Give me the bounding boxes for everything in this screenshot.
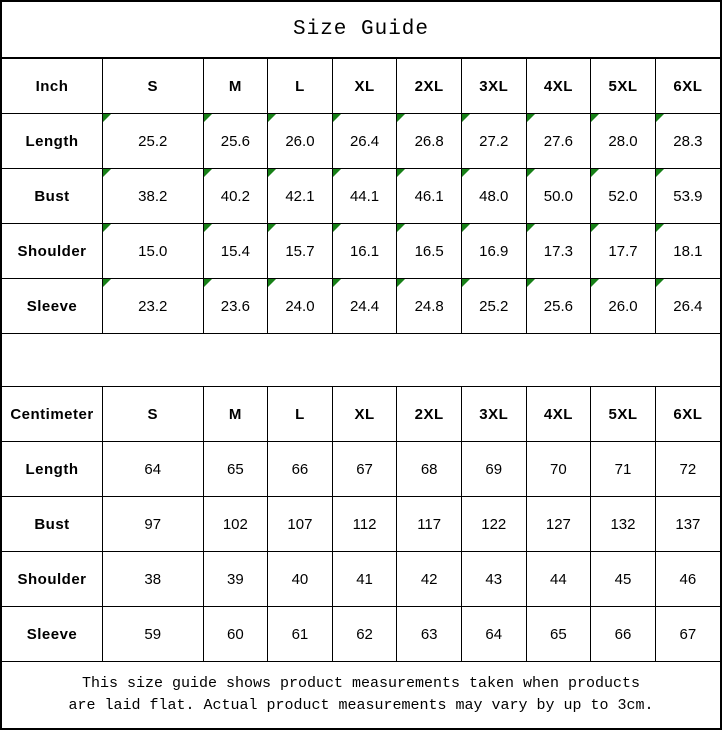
size-header-cell: 6XL <box>655 59 720 114</box>
cell-corner-marker-icon <box>462 279 470 287</box>
size-header-cell: M <box>203 387 268 442</box>
measurement-cell: 64 <box>461 607 526 662</box>
row-label-cell: Sleeve <box>2 607 103 662</box>
size-header-cell: 3XL <box>461 59 526 114</box>
measurement-cell: 67 <box>332 442 397 497</box>
page-title: Size Guide <box>2 2 720 59</box>
cell-corner-marker-icon <box>103 114 111 122</box>
measurement-cell: 64 <box>103 442 204 497</box>
cell-corner-marker-icon <box>527 114 535 122</box>
size-header-cell: L <box>268 387 333 442</box>
table-row <box>2 552 720 607</box>
measurement-cell: 15.7 <box>268 224 333 279</box>
size-table-inch <box>2 59 720 334</box>
cell-corner-marker-icon <box>333 279 341 287</box>
size-header-cell: S <box>103 387 204 442</box>
measurement-cell: 25.2 <box>461 279 526 334</box>
row-label-cell: Length <box>2 442 103 497</box>
table-header-row <box>2 59 720 114</box>
cell-corner-marker-icon <box>268 224 276 232</box>
measurement-cell: 26.4 <box>655 279 720 334</box>
footer-note-line2: are laid flat. Actual product measurements may vary by up to 3cm. <box>68 697 654 714</box>
cell-corner-marker-icon <box>656 224 664 232</box>
measurement-cell: 59 <box>103 607 204 662</box>
cell-corner-marker-icon <box>591 224 599 232</box>
size-header-cell: 2XL <box>397 59 462 114</box>
measurement-cell: 24.4 <box>332 279 397 334</box>
measurement-cell: 26.0 <box>268 114 333 169</box>
measurement-cell: 25.2 <box>103 114 204 169</box>
measurement-cell: 67 <box>655 607 720 662</box>
row-label-cell: Bust <box>2 497 103 552</box>
cell-corner-marker-icon <box>527 224 535 232</box>
cell-corner-marker-icon <box>527 279 535 287</box>
measurement-cell: 46.1 <box>397 169 462 224</box>
measurement-cell: 71 <box>591 442 656 497</box>
table-row <box>2 497 720 552</box>
size-header-cell: 6XL <box>655 387 720 442</box>
inch-table-container <box>2 59 720 334</box>
table-row <box>2 169 720 224</box>
cell-corner-marker-icon <box>656 169 664 177</box>
size-header-cell: M <box>203 59 268 114</box>
measurement-cell: 18.1 <box>655 224 720 279</box>
table-row <box>2 607 720 662</box>
cell-corner-marker-icon <box>204 169 212 177</box>
measurement-cell: 24.0 <box>268 279 333 334</box>
measurement-cell: 70 <box>526 442 591 497</box>
table-row <box>2 279 720 334</box>
measurement-cell: 65 <box>526 607 591 662</box>
measurement-cell: 45 <box>591 552 656 607</box>
table-header-row <box>2 387 720 442</box>
size-header-cell: L <box>268 59 333 114</box>
measurement-cell: 42 <box>397 552 462 607</box>
cell-corner-marker-icon <box>591 279 599 287</box>
table-row <box>2 224 720 279</box>
measurement-cell: 15.4 <box>203 224 268 279</box>
measurement-cell: 38.2 <box>103 169 204 224</box>
measurement-cell: 27.6 <box>526 114 591 169</box>
measurement-cell: 68 <box>397 442 462 497</box>
measurement-cell: 23.6 <box>203 279 268 334</box>
cell-corner-marker-icon <box>591 169 599 177</box>
measurement-cell: 44 <box>526 552 591 607</box>
measurement-cell: 107 <box>268 497 333 552</box>
measurement-cell: 24.8 <box>397 279 462 334</box>
measurement-cell: 39 <box>203 552 268 607</box>
cell-corner-marker-icon <box>462 169 470 177</box>
table-row <box>2 114 720 169</box>
size-header-cell: XL <box>332 59 397 114</box>
measurement-cell: 72 <box>655 442 720 497</box>
measurement-cell: 63 <box>397 607 462 662</box>
cell-corner-marker-icon <box>462 114 470 122</box>
measurement-cell: 26.0 <box>591 279 656 334</box>
cell-corner-marker-icon <box>268 114 276 122</box>
measurement-cell: 38 <box>103 552 204 607</box>
row-label-cell: Shoulder <box>2 552 103 607</box>
measurement-cell: 16.5 <box>397 224 462 279</box>
cell-corner-marker-icon <box>333 114 341 122</box>
cell-corner-marker-icon <box>333 169 341 177</box>
cell-corner-marker-icon <box>268 169 276 177</box>
measurement-cell: 41 <box>332 552 397 607</box>
measurement-cell: 122 <box>461 497 526 552</box>
measurement-cell: 50.0 <box>526 169 591 224</box>
footer-note <box>2 662 720 728</box>
measurement-cell: 53.9 <box>655 169 720 224</box>
cell-corner-marker-icon <box>462 224 470 232</box>
measurement-cell: 17.7 <box>591 224 656 279</box>
table-row <box>2 442 720 497</box>
measurement-cell: 97 <box>103 497 204 552</box>
cell-corner-marker-icon <box>103 169 111 177</box>
cell-corner-marker-icon <box>527 169 535 177</box>
measurement-cell: 43 <box>461 552 526 607</box>
cell-corner-marker-icon <box>397 114 405 122</box>
cell-corner-marker-icon <box>204 279 212 287</box>
cell-corner-marker-icon <box>656 279 664 287</box>
measurement-cell: 65 <box>203 442 268 497</box>
measurement-cell: 60 <box>203 607 268 662</box>
measurement-cell: 15.0 <box>103 224 204 279</box>
measurement-cell: 28.3 <box>655 114 720 169</box>
measurement-cell: 17.3 <box>526 224 591 279</box>
row-label-cell: Sleeve <box>2 279 103 334</box>
size-header-cell: 3XL <box>461 387 526 442</box>
size-header-cell: 4XL <box>526 387 591 442</box>
unit-header-cell: Centimeter <box>2 387 103 442</box>
cell-corner-marker-icon <box>397 224 405 232</box>
measurement-cell: 69 <box>461 442 526 497</box>
measurement-cell: 26.8 <box>397 114 462 169</box>
size-header-cell: XL <box>332 387 397 442</box>
measurement-cell: 40 <box>268 552 333 607</box>
measurement-cell: 117 <box>397 497 462 552</box>
cell-corner-marker-icon <box>204 224 212 232</box>
measurement-cell: 25.6 <box>526 279 591 334</box>
row-label-cell: Length <box>2 114 103 169</box>
measurement-cell: 25.6 <box>203 114 268 169</box>
cell-corner-marker-icon <box>204 114 212 122</box>
measurement-cell: 28.0 <box>591 114 656 169</box>
measurement-cell: 66 <box>268 442 333 497</box>
measurement-cell: 40.2 <box>203 169 268 224</box>
row-label-cell: Shoulder <box>2 224 103 279</box>
footer-note-line1: This size guide shows product measurements taken when products <box>81 675 641 692</box>
cell-corner-marker-icon <box>333 224 341 232</box>
cell-corner-marker-icon <box>656 114 664 122</box>
measurement-cell: 62 <box>332 607 397 662</box>
measurement-cell: 44.1 <box>332 169 397 224</box>
size-table-centimeter <box>2 387 720 662</box>
cell-corner-marker-icon <box>397 279 405 287</box>
row-label-cell: Bust <box>2 169 103 224</box>
measurement-cell: 137 <box>655 497 720 552</box>
measurement-cell: 132 <box>591 497 656 552</box>
measurement-cell: 42.1 <box>268 169 333 224</box>
measurement-cell: 16.1 <box>332 224 397 279</box>
cell-corner-marker-icon <box>268 279 276 287</box>
cell-corner-marker-icon <box>103 279 111 287</box>
measurement-cell: 26.4 <box>332 114 397 169</box>
measurement-cell: 61 <box>268 607 333 662</box>
measurement-cell: 46 <box>655 552 720 607</box>
size-header-cell: S <box>103 59 204 114</box>
measurement-cell: 48.0 <box>461 169 526 224</box>
measurement-cell: 66 <box>591 607 656 662</box>
measurement-cell: 127 <box>526 497 591 552</box>
size-header-cell: 4XL <box>526 59 591 114</box>
size-header-cell: 5XL <box>591 387 656 442</box>
cell-corner-marker-icon <box>103 224 111 232</box>
measurement-cell: 112 <box>332 497 397 552</box>
measurement-cell: 102 <box>203 497 268 552</box>
cell-corner-marker-icon <box>591 114 599 122</box>
size-header-cell: 2XL <box>397 387 462 442</box>
measurement-cell: 52.0 <box>591 169 656 224</box>
table-spacer <box>2 334 720 387</box>
measurement-cell: 16.9 <box>461 224 526 279</box>
unit-header-cell: Inch <box>2 59 103 114</box>
centimeter-table-container <box>2 387 720 662</box>
measurement-cell: 27.2 <box>461 114 526 169</box>
cell-corner-marker-icon <box>397 169 405 177</box>
measurement-cell: 23.2 <box>103 279 204 334</box>
size-header-cell: 5XL <box>591 59 656 114</box>
